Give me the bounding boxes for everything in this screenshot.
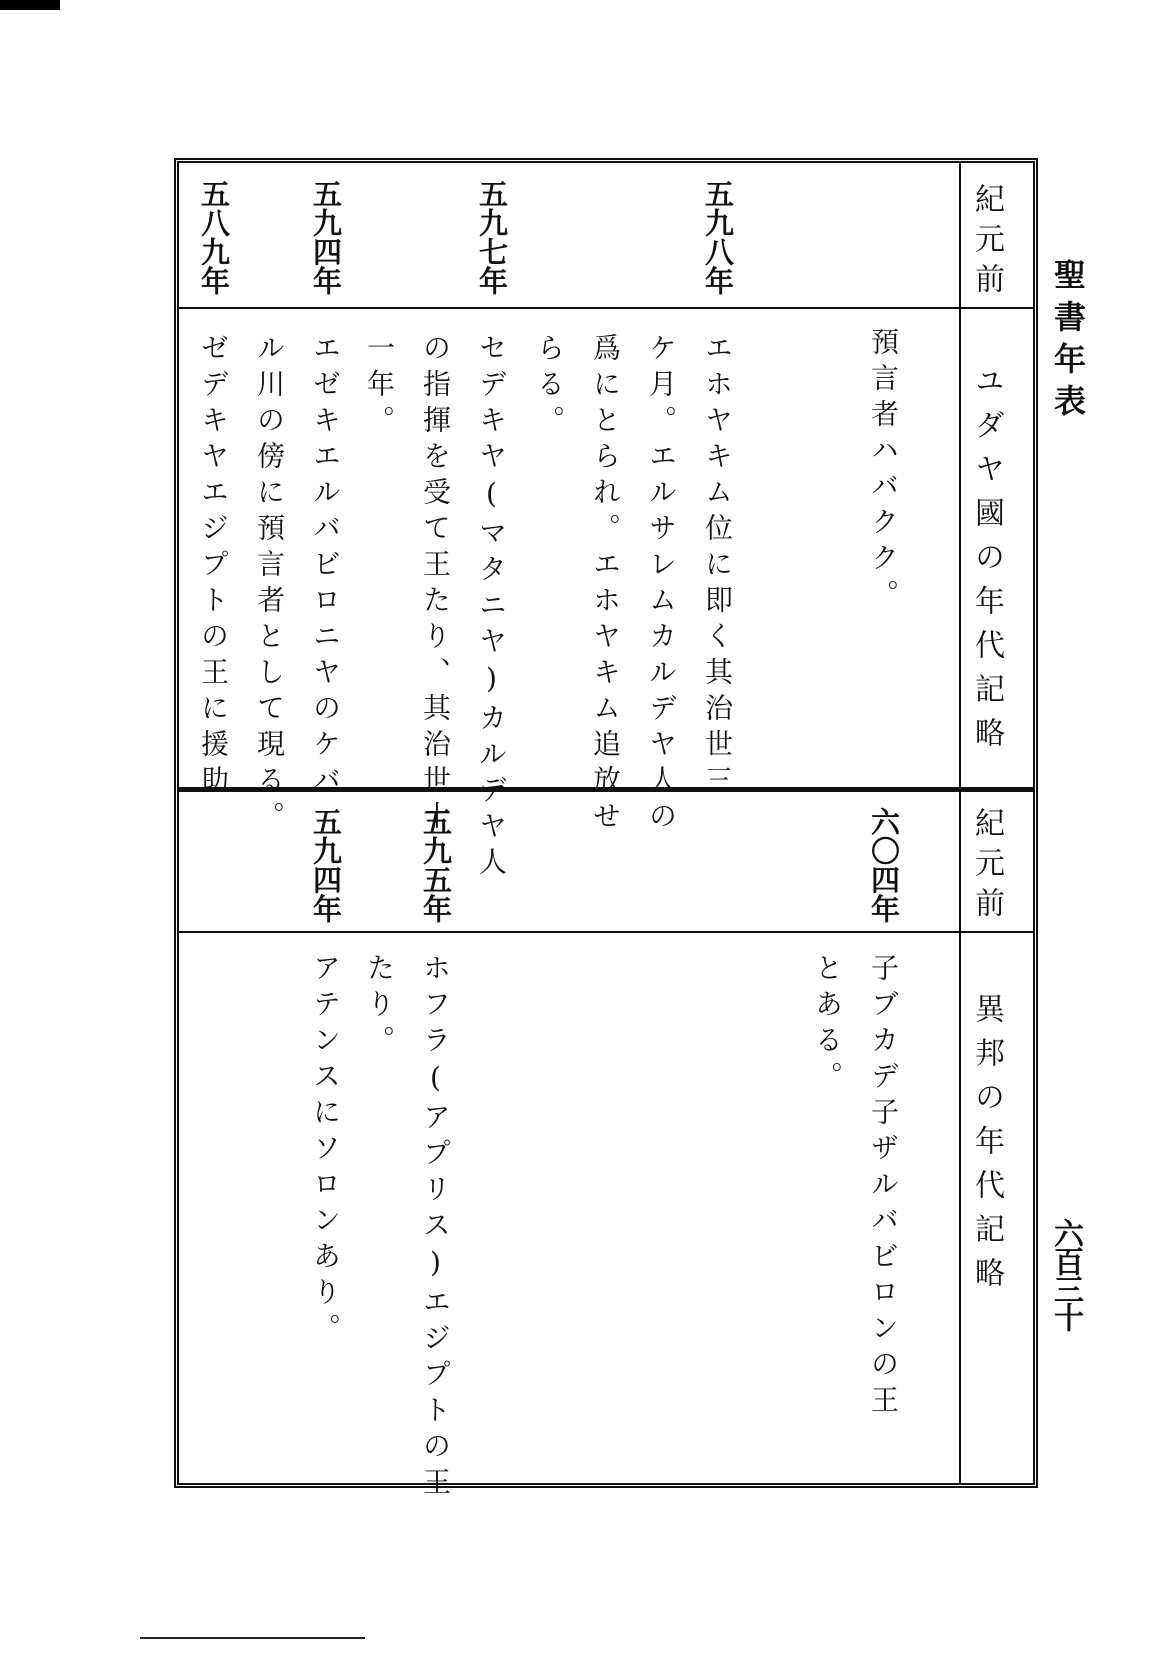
chronology-table [174,158,1038,1503]
entry-hophra-line1: ホフラ(アプリス)エジプトの王 [419,953,452,1503]
page-number: 六百三十 [1048,1218,1083,1330]
year-595: 五九五年 [419,807,453,923]
entry-zedekiah-line1: セデキヤ(マタニヤ)カルデヤ人 [475,333,508,883]
year-597: 五九七年 [475,179,509,295]
entry-jehoiakim-line2: ケ月。エルサレムカルデヤ人の [645,333,678,837]
lower-year-row-divider [179,931,1033,933]
entry-jehoiakim-line3: 爲にとられ。エホヤキム追放せ [589,333,622,837]
upper-section-title: ユダヤ國の年代記略 [969,365,1004,761]
entry-jehoiakim-line4: らる。 [533,333,566,441]
scan-corner-mark [0,0,60,10]
entry-solon: アテンスにソロンあり。 [309,953,342,1349]
entry-nebuchadnezzar-line1: 子ブカデ子ザルバビロンの王 [867,953,900,1421]
year-604: 六〇四年 [867,807,901,923]
year-594: 五九四年 [309,179,343,295]
entry-zedekiah-line3: 一年。 [363,333,396,441]
upper-era-label: 紀元前 [969,183,1004,303]
running-head: 聖書年表 [1049,258,1087,426]
entry-habakkuk: 預言者ハバクク。 [867,327,900,615]
entry-nebuchadnezzar-line2: とある。 [811,953,844,1097]
lower-era-label: 紀元前 [969,807,1004,927]
upper-year-row-divider [179,307,1033,309]
footnote-rule [140,1637,365,1639]
header-column-divider [959,163,961,1483]
lower-section-title: 異邦の年代記略 [969,993,1004,1301]
entry-zedekiah-egypt: ゼデキヤエジプトの王に援助 [197,333,230,801]
year-594-lower: 五九四年 [309,807,343,923]
entry-zedekiah-line2: の指揮を受て王たり、其治世十 [419,333,452,837]
entry-ezekiel-line1: エゼキエルバビロニヤのケバ [309,333,342,801]
entry-jehoiakim-line1: エホヤキム位に即く其治世三 [701,333,734,801]
year-598: 五九八年 [701,179,735,295]
entry-hophra-line2: たり。 [363,953,396,1061]
year-589: 五八九年 [197,179,231,295]
entry-ezekiel-line2: ル川の傍に預言者として現る。 [253,333,286,837]
